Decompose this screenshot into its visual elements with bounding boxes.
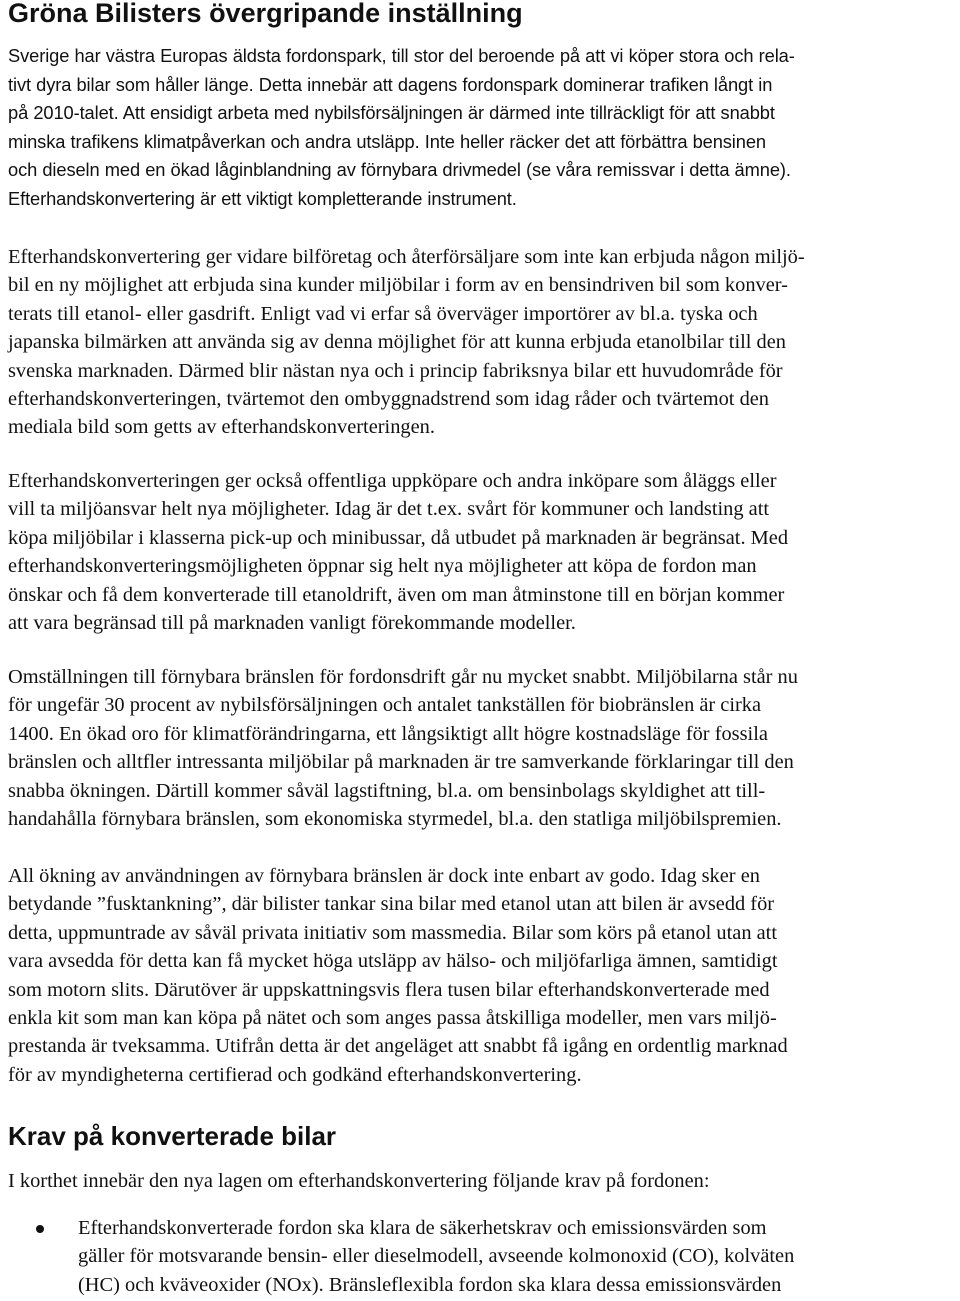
- text-line: handahålla förnybara bränslen, som ekonomiska styrmedel, bl.a. den statliga miljöbilspremien.: [8, 808, 782, 831]
- section-heading: Krav på konverterade bilar: [8, 1121, 337, 1151]
- text-line: (HC) och kväveoxider (NOx). Bränsleflexibla fordon ska klara dessa emissionsvärden: [78, 1273, 782, 1296]
- text-line: på 2010-talet. Att ensidigt arbeta med nybilsförsäljningen är därmed inte tillräckligt för att snabbt: [8, 102, 775, 123]
- requirements-list: [8, 1214, 952, 1299]
- text-line: köpa miljöbilar i klasserna pick-up och minibussar, då utbudet på marknaden är begränsat. Med: [8, 526, 789, 549]
- text-line: All ökning av användningen av förnybara bränslen är dock inte enbart av godo. Idag sker en: [8, 865, 760, 887]
- text-line: detta, uppmuntrade av såväl privata initiativ som massmedia. Bilar som körs på etanol utan att: [8, 921, 777, 944]
- text-line: Efterhandskonvertering är ett viktigt kompletterande instrument.: [8, 187, 517, 209]
- text-line: efterhandskonverteringen, tvärtemot den ombyggnadstrend som idag råder och tvärtemot den: [8, 388, 770, 411]
- text-line: I korthet innebär den nya lagen om efterhandskonvertering följande krav på fordonen:: [8, 1170, 710, 1192]
- text-line: för ungefär 30 procent av nybilsförsäljningen och antalet tankställen för biobränslen är cirka: [8, 694, 762, 717]
- text-line: gäller för motsvarande bensin- eller dieselmodell, avseende kolmonoxid (CO), kolväten: [78, 1245, 795, 1268]
- text-line: Omställningen till förnybara bränslen för fordonsdrift går nu mycket snabbt. Miljöbilarna står nu: [8, 666, 798, 688]
- text-line: önskar och få dem konverterade till etanoldrift, även om man åtminstone till en början kommer: [8, 583, 785, 606]
- text-line: 1400. En ökad oro för klimatförändringarna, ett långsiktigt allt högre kostnadsläge för fossila: [8, 722, 768, 745]
- paragraph-transition: [8, 663, 952, 833]
- text-line: prestanda är tveksamma. Utifrån detta är det angeläget att snabbt få igång en ordentlig marknad: [8, 1035, 788, 1058]
- text-line: och dieseln med en ökad låginblandning av förnybara drivmedel (se våra remissvar i detta ämne).: [8, 159, 791, 180]
- list-item: [8, 1214, 952, 1299]
- paragraph-public-buyers: [8, 467, 952, 637]
- text-line: efterhandskonverteringsmöjligheten öppnar sig helt nya möjligheter att köpa de fordon man: [8, 555, 757, 578]
- main-heading: Gröna Bilisters övergripande inställning: [8, 0, 523, 28]
- text-line: betydande ”fusktankning”, där bilister tankar sina bilar med etanol utan att bilen är avsedd för: [8, 893, 775, 916]
- text-line: svenska marknaden. Därmed blir nästan nya och i princip fabriksnya bilar ett huvudområde för: [8, 359, 783, 382]
- requirements-intro: [8, 1167, 952, 1195]
- paragraph-intro: [8, 42, 952, 213]
- text-line: bil en ny möjlighet att erbjuda sina kunder miljöbilar i form av en bensindriven bil som konver-: [8, 274, 788, 297]
- text-line: Efterhandskonvertering ger vidare bilföretag och återförsäljare som inte kan erbjuda någon miljö-: [8, 246, 805, 268]
- text-line: som motorn slits. Därutöver är uppskattningsvis flera tusen bilar efterhandskonverterade med: [8, 978, 770, 1001]
- text-line: Efterhandskonverterade fordon ska klara de säkerhetskrav och emissionsvärden som: [78, 1217, 767, 1239]
- text-line: tivt dyra bilar som håller länge. Detta innebär att dagens fordonspark dominerar trafiken långt in: [8, 73, 773, 95]
- text-line: Efterhandskonverteringen ger också offentliga uppköpare och andra inköpare som åläggs eller: [8, 470, 777, 492]
- text-line: terats till etanol- eller gasdrift. Enligt vad vi erfar så överväger importörer av bl.a. tyska och: [8, 302, 758, 325]
- text-line: vara avsedda för detta kan få mycket höga utsläpp av hälso- och miljöfarliga ämnen, samtidigt: [8, 950, 778, 973]
- bullet-icon: [36, 1225, 44, 1233]
- text-line: mediala bild som getts av efterhandskonverteringen.: [8, 416, 435, 439]
- paragraph-dealers: [8, 243, 952, 442]
- text-line: snabba ökningen. Därtill kommer såväl lagstiftning, bl.a. om bensinbolags skyldighet att till-: [8, 779, 766, 802]
- text-line: enkla kit som man kan köpa på nätet och som anges passa åtskilliga modeller, men vars miljö-: [8, 1007, 777, 1030]
- text-line: minska trafikens klimatpåverkan och andra utsläpp. Inte heller räcker det att förbättra bensinen: [8, 130, 766, 152]
- text-line: vill ta miljöansvar helt nya möjligheter. Idag är det t.ex. svårt för kommuner och landsting att: [8, 498, 770, 521]
- paragraph-fuel-misuse: [8, 862, 952, 1089]
- text-line: japanska bilmärken att använda sig av denna möjlighet för att kunna erbjuda etanolbilar till den: [8, 331, 786, 354]
- text-line: att vara begränsad till på marknaden vanligt förekommande modeller.: [8, 612, 576, 635]
- text-line: bränslen och alltfler intressanta miljöbilar på marknaden är tre samverkande förklaringar till den: [8, 751, 794, 774]
- text-line: Sverige har västra Europas äldsta fordonspark, till stor del beroende på att vi köper stora och rela-: [8, 45, 795, 66]
- text-line: för av myndigheterna certifierad och godkänd efterhandskonvertering.: [8, 1063, 582, 1086]
